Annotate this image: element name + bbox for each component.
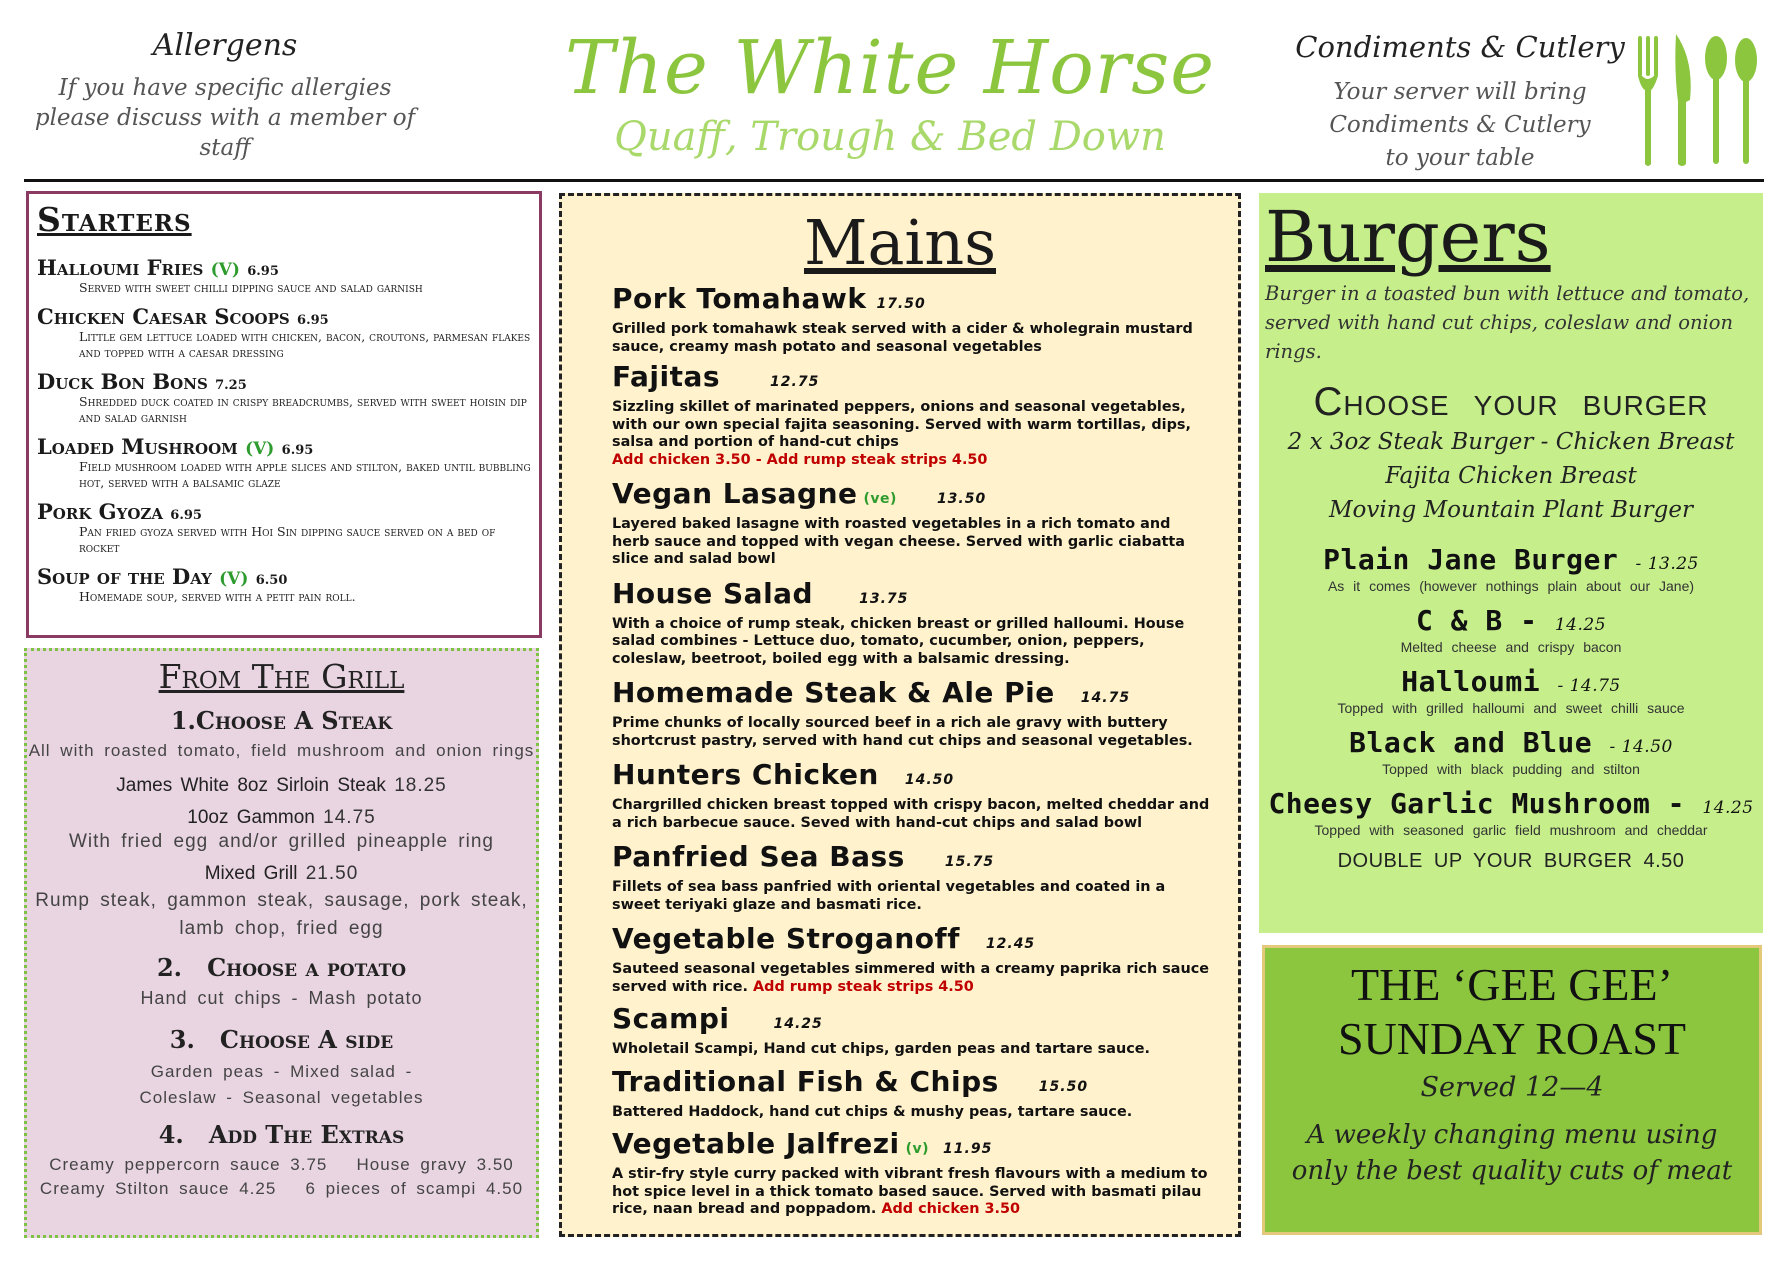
main-desc: Sizzling skillet of marinated peppers, onions and seasonal vegetables, with our own special fajita seasoning. Served with warm tortillas, dips, salsa and portion of hand-cut chips	[612, 399, 1191, 450]
steak-price: 14.75	[323, 807, 376, 828]
burger-name: Halloumi	[1401, 665, 1541, 698]
burgers-title: Burgers	[1265, 196, 1551, 278]
starter-name: Chicken Caesar Scoops	[37, 304, 290, 329]
starter-price: 6.95	[281, 443, 314, 458]
main-price: 12.45	[985, 936, 1036, 952]
starter-desc: Pan fried gyoza served with Hoi Sin dipping sauce served on a bed of rocket	[79, 524, 496, 555]
starter-desc: Little gem lettuce loaded with chicken, bacon, croutons, parmesan flakes and topped with a caesar dressing	[79, 329, 531, 360]
burger-option: 2 x 3oz Steak Burger - Chicken Breast	[1287, 429, 1735, 455]
sunday-text-line: only the best quality cuts of meat	[1291, 1156, 1733, 1186]
burger-item	[1265, 726, 1757, 759]
main-desc: Layered baked lasagne with roasted vegetables in a rich tomato and herb sauce and topped with vegan cheese. Served with garlic ciabatta slice and salad bowl	[612, 516, 1186, 567]
starter-name: Pork Gyoza	[37, 499, 163, 524]
main-price: 13.50	[936, 491, 987, 507]
sunday-served-time: Served 12—4	[1420, 1072, 1604, 1103]
main-item	[612, 1002, 1238, 1059]
main-item	[612, 758, 1238, 832]
grill-title: From The Grill	[158, 657, 405, 696]
steak-option	[27, 863, 536, 885]
main-name: House Salad	[612, 576, 814, 610]
burger-name: Cheesy Garlic Mushroom -	[1268, 787, 1686, 820]
main-name: Pork Tomahawk	[612, 282, 867, 315]
grill-side-note: Garden peas - Mixed salad -	[150, 1062, 413, 1081]
main-price: 11.95	[943, 1141, 993, 1157]
main-desc-text: A stir-fry style curry packed with vibrant fresh flavours with a medium to hot spice level in a thick tomato based sauce. Served with basmati pilau rice, naan bread and poppadom.	[612, 1166, 1208, 1217]
main-item	[612, 282, 1238, 356]
condiments-notice	[1290, 30, 1630, 175]
mains-section	[559, 193, 1241, 1237]
main-name: Panfried Sea Bass	[612, 840, 905, 873]
condiments-text	[1290, 76, 1630, 175]
main-name: Vegan Lasagne	[612, 477, 858, 510]
grill-step-steak: 1.Choose A Steak	[170, 706, 393, 735]
main-name: Scampi	[612, 1002, 730, 1035]
burger-price: - 14.75	[1557, 676, 1621, 696]
main-item	[612, 360, 1238, 469]
main-price: 17.50	[876, 296, 926, 312]
main-desc: Prime chunks of locally sourced beef in a rich ale gravy with buttery shortcrust pastry, served with hand cut chips and seasonal vegetables.	[612, 715, 1193, 749]
steak-name: Mixed Grill	[204, 863, 298, 884]
main-price: 14.75	[1080, 690, 1131, 706]
starter-item	[37, 434, 531, 491]
grill-extras: Creamy Stilton sauce 4.25 6 pieces of scampi 4.50	[39, 1179, 524, 1198]
main-name: Homemade Steak & Ale Pie	[612, 676, 1055, 709]
main-price: 14.25	[773, 1016, 823, 1032]
burger-item	[1265, 787, 1757, 820]
header-divider	[24, 179, 1764, 182]
burger-option: Fajita Chicken Breast	[1385, 463, 1637, 489]
main-item	[612, 676, 1238, 750]
steak-option	[27, 775, 536, 797]
starter-price: 6.95	[297, 313, 329, 328]
burger-item	[1265, 543, 1757, 576]
steak-name: James White 8oz Sirloin Steak	[116, 775, 386, 796]
sunday-title-line: SUNDAY ROAST	[1337, 1013, 1687, 1064]
allergens-text: If you have specific allergies please discuss with a member of staff	[34, 75, 416, 161]
veg-badge: (V)	[210, 260, 240, 280]
sunday-text	[1265, 1117, 1759, 1189]
choose-burger-heading: Choose your burger	[1313, 380, 1709, 424]
sunday-text-line: A weekly changing menu using	[1306, 1120, 1718, 1150]
main-addon: Add chicken 3.50 - Add rump steak strips 4.50	[612, 451, 988, 468]
mains-title: Mains	[803, 206, 997, 279]
steak-price: 21.50	[305, 863, 359, 884]
burger-name: Black and Blue	[1349, 726, 1593, 759]
steak-note: Rump steak, gammon steak, sausage, pork steak, lamb chop, fried egg	[35, 890, 528, 939]
main-desc: Grilled pork tomahawk steak served with a cider & wholegrain mustard sauce, creamy mash potato and seasonal vegetables	[612, 321, 1193, 355]
starter-price: 6.95	[170, 508, 202, 523]
starter-name: Halloumi Fries	[37, 255, 204, 280]
steak-option	[27, 807, 536, 829]
starters-list	[37, 255, 531, 605]
starter-desc: Shredded duck coated in crispy breadcrumbs, served with sweet hoisin dip and salad garnish	[79, 394, 527, 425]
burgers-section	[1259, 193, 1763, 933]
grill-side-note: Coleslaw - Seasonal vegetables	[139, 1088, 424, 1107]
grill-potato-note: Hand cut chips - Mash potato	[140, 988, 423, 1008]
main-name: Vegetable Stroganoff	[612, 922, 960, 955]
burger-desc: Topped with grilled halloumi and sweet chilli sauce	[1337, 700, 1685, 716]
starter-price: 6.50	[255, 573, 288, 588]
brand-subtitle: Quaff, Trough & Bed Down	[614, 114, 1166, 160]
starter-desc: Homemade soup, served with a petit pain roll.	[79, 589, 356, 604]
main-price: 15.75	[944, 854, 995, 870]
main-item	[612, 477, 1238, 569]
burger-name: Plain Jane Burger	[1323, 543, 1619, 576]
main-item	[612, 840, 1238, 914]
grill-steak-note: All with roasted tomato, field mushroom and onion rings	[28, 741, 535, 760]
starter-item	[37, 304, 531, 361]
grill-extras: Creamy peppercorn sauce 3.75 House gravy 3.50	[49, 1155, 514, 1174]
starter-price: 7.25	[215, 378, 247, 393]
main-item	[612, 922, 1238, 996]
main-desc: Fillets of sea bass panfried with oriental vegetables and coated in a sweet teriyaki glaze and basmati rice.	[612, 879, 1166, 913]
starter-item	[37, 255, 531, 296]
sunday-roast-section	[1262, 945, 1762, 1235]
main-desc	[612, 961, 1212, 996]
starter-desc: Field mushroom loaded with apple slices and stilton, baked until bubbling hot, served with a balsamic glaze	[79, 459, 531, 490]
vegan-badge: (ve)	[863, 491, 897, 507]
condiments-line: to your table	[1385, 145, 1535, 171]
steak-note: With fried egg and/or grilled pineapple ring	[69, 831, 494, 852]
burger-item	[1265, 604, 1757, 637]
main-desc: With a choice of rump steak, chicken breast or grilled halloumi. House salad combines - Lettuce duo, tomato, cucumber, onion, peppers, coleslaw, beetroot, boiled egg with a balsamic dressing.	[612, 615, 1185, 667]
steak-name: 10oz Gammon	[187, 807, 315, 828]
starter-price: 6.95	[247, 264, 279, 279]
main-price: 13.75	[859, 590, 909, 607]
starter-desc: Served with sweet chilli dipping sauce and salad garnish	[79, 280, 423, 295]
condiments-line: Your server will bring	[1333, 79, 1587, 105]
grill-step-potato: 2. Choose a potato	[156, 953, 407, 982]
burgers-intro: Burger in a toasted bun with lettuce and tomato, served with hand cut chips, coleslaw and onion rings.	[1265, 282, 1750, 363]
burger-desc: Melted cheese and crispy bacon	[1400, 639, 1622, 655]
starter-name: Soup of the Day	[37, 564, 212, 589]
main-price: 14.50	[904, 772, 955, 788]
veg-badge: (V)	[219, 569, 249, 589]
sunday-title-line: THE ‘GEE GEE’	[1351, 959, 1673, 1010]
main-name: Vegetable Jalfrezi	[612, 1127, 900, 1160]
cutlery-icon	[1632, 30, 1762, 170]
main-item	[612, 1065, 1238, 1122]
veg-badge: (V)	[245, 439, 275, 459]
allergens-notice	[30, 28, 420, 163]
main-item	[612, 577, 1238, 669]
starter-item	[37, 369, 531, 426]
steak-price: 18.25	[394, 775, 447, 796]
burger-price: - 14.50	[1609, 737, 1673, 757]
double-up-offer: DOUBLE UP YOUR BURGER 4.50	[1337, 850, 1685, 872]
allergens-title: Allergens	[152, 28, 298, 63]
starters-title: Starters	[37, 200, 192, 239]
main-desc-text: Sauteed seasonal vegetables simmered with a creamy paprika rich sauce served with rice.	[612, 961, 1210, 995]
main-desc	[612, 1166, 1212, 1219]
main-desc: Wholetail Scampi, Hand cut chips, garden peas and tartare sauce.	[612, 1041, 1150, 1057]
main-name: Fajitas	[612, 360, 721, 393]
main-desc: Battered Haddock, hand cut chips & mushy peas, tartare sauce.	[612, 1103, 1133, 1120]
burger-price: - 13.25	[1635, 554, 1699, 574]
burger-option: Moving Mountain Plant Burger	[1328, 497, 1693, 523]
main-price: 15.50	[1038, 1078, 1089, 1095]
main-addon: Add rump steak strips 4.50	[753, 978, 974, 995]
main-name: Traditional Fish & Chips	[612, 1064, 999, 1098]
burger-desc: As it comes (however nothings plain about our Jane)	[1327, 578, 1695, 594]
brand-title: The White Horse	[565, 25, 1215, 111]
grill-section	[24, 648, 539, 1238]
starter-item	[37, 564, 531, 605]
brand-header	[560, 26, 1220, 160]
veg-badge: (v)	[905, 1141, 930, 1157]
burger-name: C & B -	[1415, 604, 1538, 637]
condiments-line: Condiments & Cutlery	[1329, 112, 1591, 138]
main-price: 12.75	[770, 374, 820, 390]
burger-item	[1265, 665, 1757, 698]
starter-name: Duck Bon Bons	[37, 369, 208, 394]
main-name: Hunters Chicken	[612, 758, 879, 791]
burger-price: 14.25	[1554, 615, 1607, 635]
condiments-title: Condiments & Cutlery	[1295, 30, 1625, 64]
grill-step-extras: 4. Add The Extras	[158, 1120, 405, 1149]
main-item	[612, 1127, 1238, 1219]
starters-section	[26, 191, 542, 638]
starter-name: Loaded Mushroom	[37, 434, 238, 459]
burger-price: 14.25	[1702, 798, 1754, 818]
main-addon: Add chicken 3.50	[881, 1201, 1021, 1217]
burger-desc: Topped with seasoned garlic field mushroom and cheddar	[1314, 822, 1708, 838]
grill-step-side: 3. Choose A side	[169, 1025, 394, 1054]
starter-item	[37, 499, 531, 556]
main-desc: Chargrilled chicken breast topped with crispy bacon, melted cheddar and a rich barbecue sauce. Seved with hand-cut chips and salad bowl	[612, 797, 1210, 831]
burger-desc: Topped with black pudding and stilton	[1382, 761, 1640, 777]
